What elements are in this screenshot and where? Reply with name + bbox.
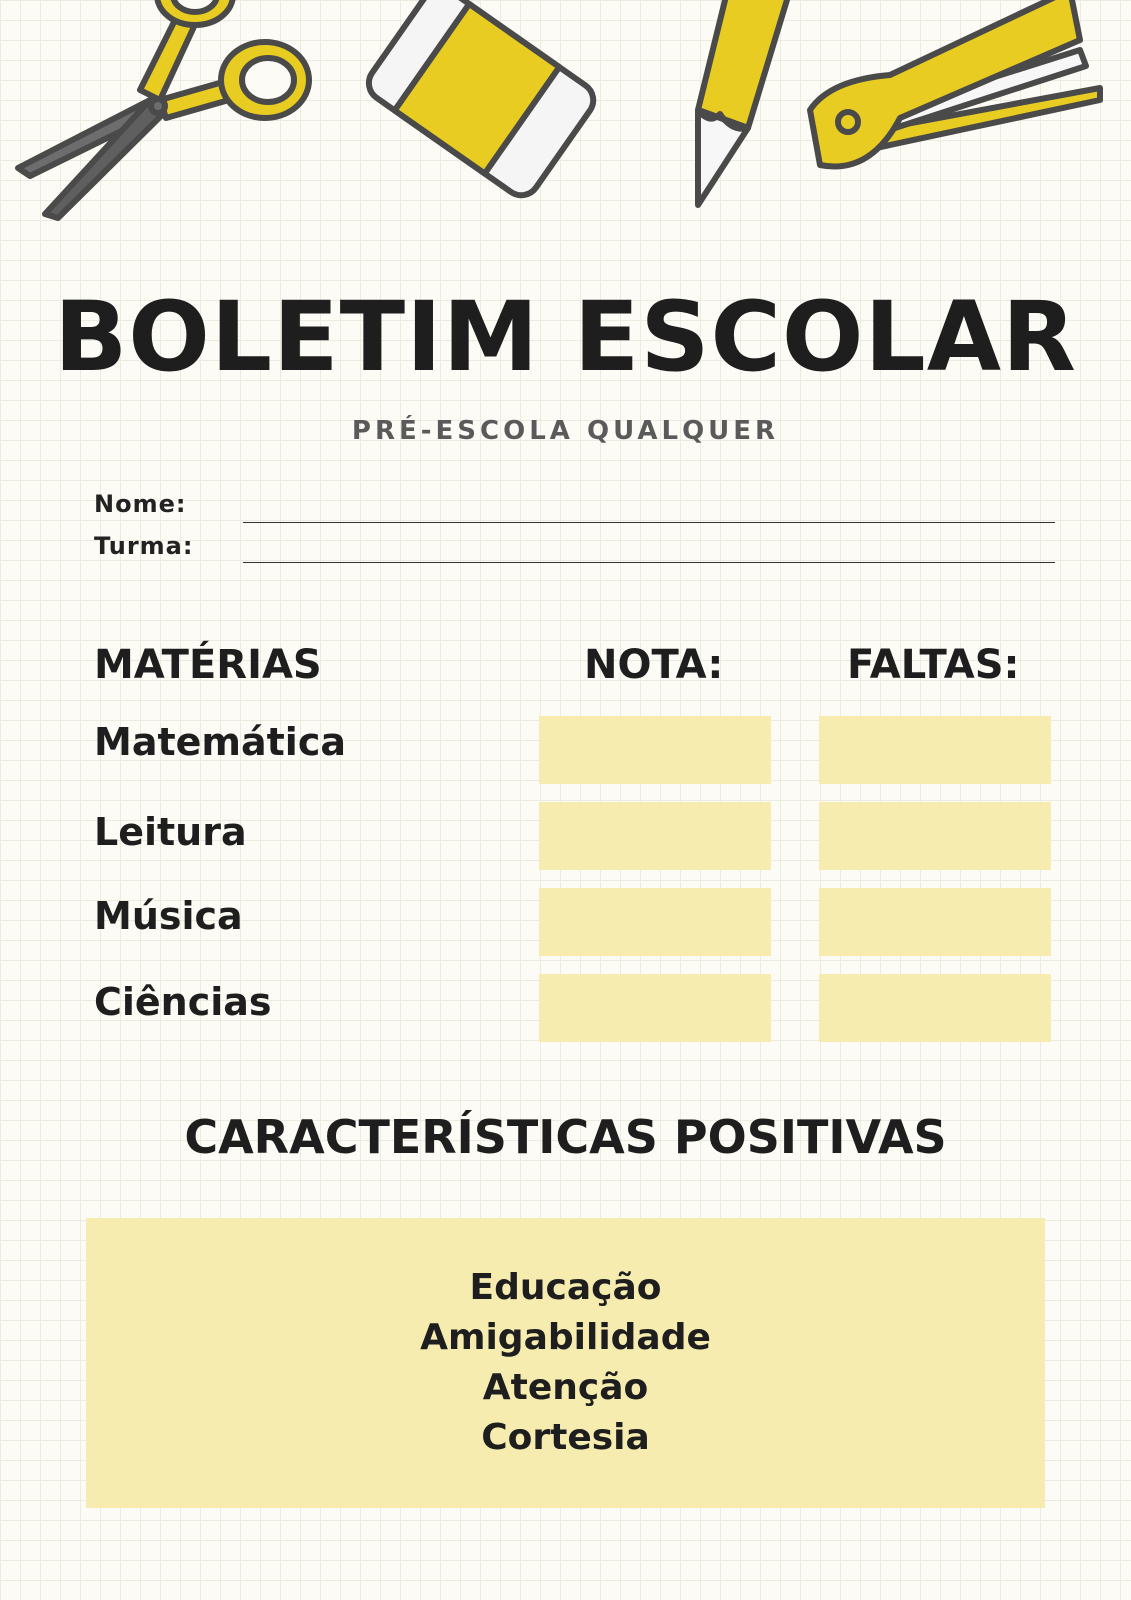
scissors-icon [0, 0, 330, 230]
subject-name: Leitura [94, 810, 247, 854]
page-title: BOLETIM ESCOLAR [54, 281, 1077, 393]
absences-cell[interactable] [819, 888, 1051, 956]
eraser-icon [340, 0, 610, 215]
pencil-icon [690, 0, 800, 215]
absences-cell[interactable] [819, 802, 1051, 870]
school-name: PRÉ-ESCOLA QUALQUER [351, 416, 780, 446]
trait-item: Amigabilidade [420, 1317, 711, 1358]
subject-name: Música [94, 894, 243, 938]
grade-header: NOTA: [584, 642, 724, 688]
name-label: Nome: [94, 490, 187, 518]
absences-header: FALTAS: [847, 642, 1020, 688]
subject-name: Matemática [94, 720, 346, 764]
grade-cell[interactable] [539, 888, 771, 956]
grade-cell[interactable] [539, 974, 771, 1042]
class-label: Turma: [94, 532, 194, 560]
absences-cell[interactable] [819, 716, 1051, 784]
grade-cell[interactable] [539, 716, 771, 784]
name-line[interactable] [243, 522, 1055, 523]
trait-item: Educação [469, 1267, 662, 1308]
absences-cell[interactable] [819, 974, 1051, 1042]
grade-cell[interactable] [539, 802, 771, 870]
traits-title: CARACTERÍSTICAS POSITIVAS [184, 1110, 947, 1164]
subject-name: Ciências [94, 980, 272, 1024]
class-line[interactable] [243, 562, 1055, 563]
stapler-icon [800, 0, 1131, 190]
trait-item: Atenção [482, 1367, 649, 1408]
traits-box [86, 1218, 1045, 1508]
subjects-header: MATÉRIAS [94, 642, 322, 688]
trait-item: Cortesia [481, 1417, 650, 1458]
